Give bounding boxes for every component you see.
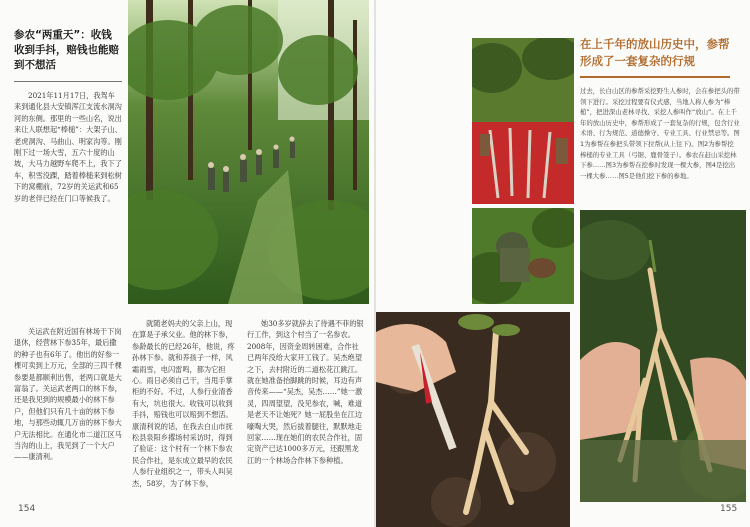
article-column-3: 她30多岁就辞去了待遇不菲的银行工作，到这个村当了一名参农。2008年，因资金周转困难，合作社已两年没给大家开工钱了。吴杰绝望之下，去村附近的二道松花江跳江。就在她准备抬脚跳的时候，耳边有声音传来——“吴杰，吴杰……”她一激灵，四周望望，没见参农，喊，难道是老天不让她死？她一屁股坐在江边嚎啕大哭，然后拔着腿往，默默地走回家……现在她们的农民合作社，固定资产已达1000多万元，还跟黑龙江的一个林场合作林下参种植。 [247, 319, 364, 465]
article-column-1: 关运武在附近国有林场干下岗退休，经营林下参35年，最后撒的种子也有6年了。他出的好参一棵可卖到上万元，全部的三四千棵参要是都顺利出售，老两口就是大富翁了。关运武老两口的林下参，还是我见到的规模最小的林下参户，但他们只有几十亩的林下参地，与那些动辄几万亩的林下参大户无法相比。在通化市二道江区马当沟的山上，我见到了一个大户——康清利。 [14, 327, 122, 462]
ginseng-roots-photo-icon [580, 210, 746, 502]
person-digging-photo-icon [472, 208, 574, 304]
section-heading: 参农“两重天”：收钱收到手抖，赔钱也能赔到不想活 [14, 29, 119, 71]
heading-divider [14, 81, 122, 82]
article-column-2: 就随老妈夫的父亲上山，现在算是子承父业。他的林下参，参龄最长的已经26年，他说，疼孙林下参。就和养孩子一样，风霜雨雪，电闪雷鸣，都为它担心。雨日必须自己干，当甩手掌柜的不好。不过，人参行业清香有大，坑也很大。收钱可以收到手抖，赔钱也可以赔到不想活。康清利说的话，在我去白山市抚松县泉阳乡撂场村采访时，得到了验证：这个村有一个林下参农民合作社，是东成立最早的农民人参行业组织之一，带头人叫吴杰，58岁，为了林下参， [132, 319, 235, 488]
page-number-left: 154 [18, 504, 36, 514]
forest-photo-icon [128, 0, 369, 304]
left-sidebar [14, 28, 122, 265]
page-number-right: 155 [720, 504, 738, 514]
intro-paragraph: 2021年11月17日，我驾车来到通化县大安镇浑江支流水洞沟河的东侧。那里的一些山名，说出来让人联想起“棒槌”：大架子山、老虎洞沟、马曲山、明家沟等。刚刚下过一场大雪，五六十度的山坡，大马力越野车爬不上，我下了车，积雪没踝，踏着棒槌来到松树下的窝棚前，72岁的关运武和65岁的老伴已经在门口等候我了。 [14, 91, 122, 203]
hand-with-root-photo-icon [376, 312, 570, 527]
digging-tools-photo-icon [472, 38, 574, 204]
title-divider [580, 76, 730, 78]
photo-caption: 过去，长白山区的参帮采挖野生人参时，会在参把头的带领下进行。采挖过程要有仪式感，当地人称人参为“棒槌”，把进深山老林寻找、采挖人参叫作“放山”。在上千年的放山历史中，参帮形成了一套复杂的行规，包含行业术语、行为规范、道德操守、专业工具、行业禁忌等。图1为参帮在参把头带领下拉帮(从上往下)。图2为参帮挖棒槌的专业工具（弓锯、鹿骨签子）。参农在赶山采挖林下参……图3为参帮在挖参时发现一棵大参，图4是挖出一棵大参……图5是他们挖下参的参地。 [580, 87, 740, 180]
right-page-title: 在上千年的放山历史中，参帮形成了一套复杂的行规 [580, 37, 730, 68]
